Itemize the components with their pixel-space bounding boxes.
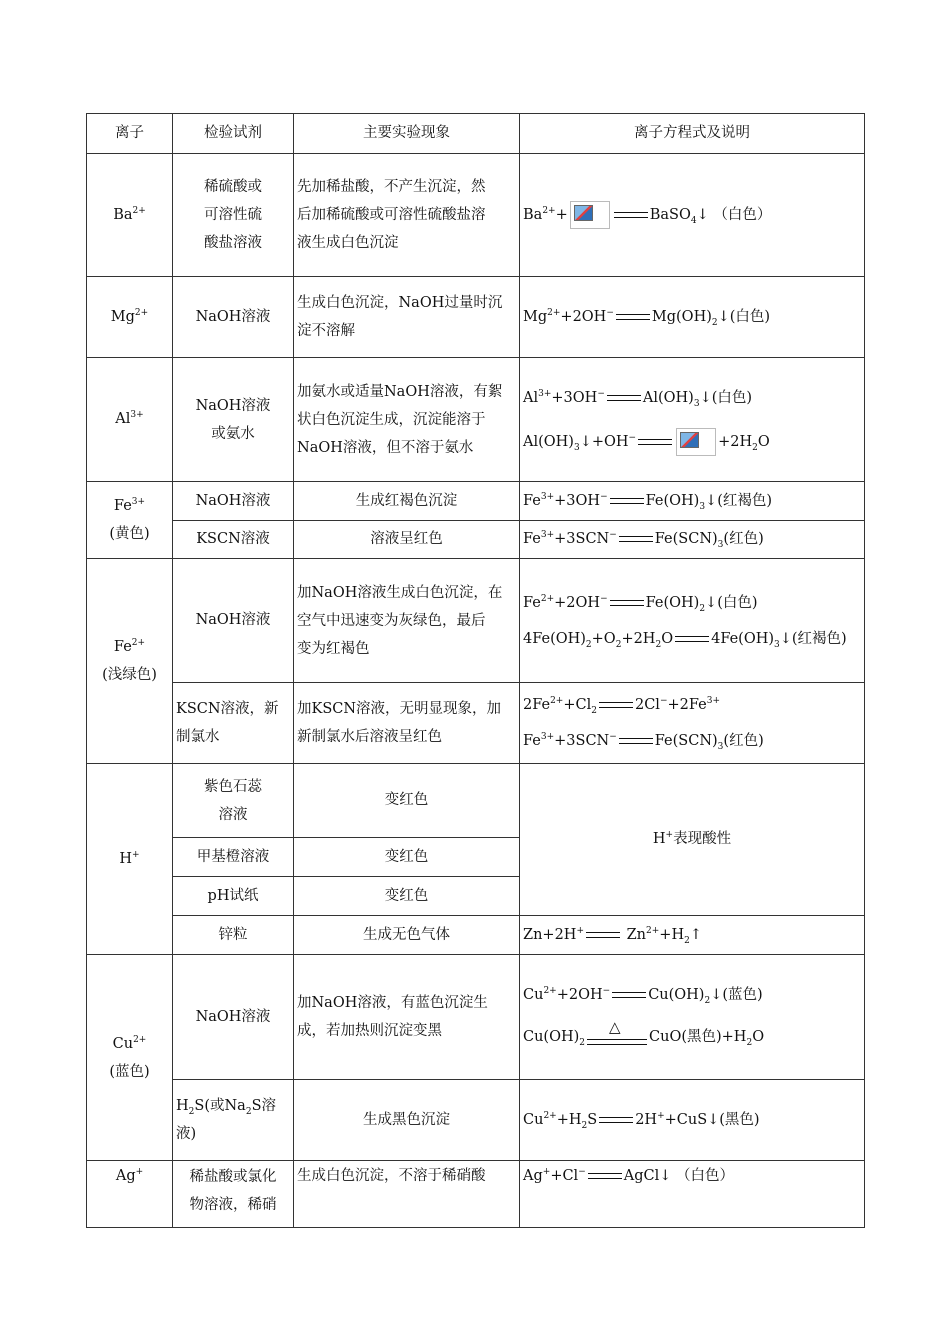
equals-sign	[638, 439, 672, 445]
table-row-cu-a	[87, 955, 865, 1080]
equals-sign	[616, 314, 650, 320]
phenomenon-h-litmus: 变红色	[294, 764, 520, 838]
phenomenon-al: 加氨水或适量NaOH溶液，有絮 状白色沉淀生成，沉淀能溶于 NaOH溶液，但不溶于氨水	[294, 358, 520, 482]
reagent-h-methyl-orange: 甲基橙溶液	[173, 838, 294, 877]
ion-test-table	[86, 113, 865, 1228]
table-row-fe3-b	[87, 521, 865, 559]
reagent-ag: 稀盐酸或氯化 物溶液，稀硝	[173, 1161, 294, 1228]
header-phenomenon: 主要实验现象	[294, 114, 520, 154]
equation-mg: $Mg^{2+}+2OH^-$ $Mg(OH)_2↓$(白色)	[520, 277, 865, 358]
reagent-ba: 稀硫酸或 可溶性硫 酸盐溶液	[173, 154, 294, 277]
table-row-mg	[87, 277, 865, 358]
table-row-ba	[87, 154, 865, 277]
equals-sign	[675, 636, 709, 642]
reagent-cu-h2s: $H_2S$(或$Na_2S$溶 液)	[173, 1080, 294, 1161]
ion-fe2: $Fe^{2+}$ (浅绿色)	[87, 559, 173, 764]
phenomenon-h-zinc: 生成无色气体	[294, 916, 520, 955]
phenomenon-cu-h2s: 生成黑色沉淀	[294, 1080, 520, 1161]
equation-fe3-naoh: $Fe^{3+}+3OH^-$ $Fe(OH)_3↓$(红褐色)	[520, 482, 865, 521]
phenomenon-fe2-naoh: 加NaOH溶液生成白色沉淀，在 空气中迅速变为灰绿色，最后 变为红褐色	[294, 559, 520, 683]
equation-h-explain: H+表现酸性	[520, 764, 865, 916]
ion-ba: $Ba^{2+}$	[87, 154, 173, 277]
header-reagent: 检验试剂	[173, 114, 294, 154]
equation-cu-h2s: $Cu^{2+}+H_2S$ 2H++CuS↓(黑色)	[520, 1080, 865, 1161]
reagent-h-zinc: 锌粒	[173, 916, 294, 955]
equals-sign	[599, 1117, 633, 1123]
phenomenon-h-methyl-orange: 变红色	[294, 838, 520, 877]
table-row-al	[87, 358, 865, 482]
equals-sign	[588, 1173, 622, 1179]
equals-sign	[619, 738, 653, 744]
reagent-h-litmus: 紫色石蕊 溶液	[173, 764, 294, 838]
equals-sign	[612, 992, 646, 998]
equation-cu-naoh: $Cu^{2+}+2OH^-$ $Cu(OH)_2↓$(蓝色) $Cu(OH)_2$ △ CuO(黑色)$+H_2O$	[520, 955, 865, 1080]
ion-al: $Al^{3+}$	[87, 358, 173, 482]
reagent-fe3-kscn: KSCN溶液	[173, 521, 294, 559]
triangle-heat-icon: △	[587, 1022, 647, 1052]
reagent-fe2-naoh: NaOH溶液	[173, 559, 294, 683]
table-row-fe3-a	[87, 482, 865, 521]
reagent-fe3-naoh: NaOH溶液	[173, 482, 294, 521]
header-ion: 离子	[87, 114, 173, 154]
ion-h: H+	[87, 764, 173, 955]
equation-fe2-kscn: $2Fe^{2+}+Cl_2$ $2Cl^-+2Fe^{3+}$ $Fe^{3+}+3SCN^-$ $Fe(SCN)_3$(红色)	[520, 683, 865, 764]
table-row-ag	[87, 1161, 865, 1228]
header-row	[87, 114, 865, 154]
equals-sign	[614, 212, 648, 218]
phenomenon-fe2-kscn: 加KSCN溶液，无明显现象，加 新制氯水后溶液呈红色	[294, 683, 520, 764]
reagent-al: NaOH溶液 或氨水	[173, 358, 294, 482]
table-row-h-a	[87, 764, 865, 838]
phenomenon-cu-naoh: 加NaOH溶液，有蓝色沉淀生 成，若加热则沉淀变黑	[294, 955, 520, 1080]
equals-sign	[599, 702, 633, 708]
reagent-h-ph-paper: pH试纸	[173, 877, 294, 916]
equals-sign	[610, 600, 644, 606]
equals-sign	[586, 932, 620, 938]
equation-fe3-kscn: $Fe^{3+}+3SCN^-$ $Fe(SCN)_3$(红色)	[520, 521, 865, 559]
header-equation: 离子方程式及说明	[520, 114, 865, 154]
equals-sign	[619, 536, 653, 542]
reagent-fe2-kscn: KSCN溶液，新 制氯水	[173, 683, 294, 764]
table-row-h-d	[87, 916, 865, 955]
equation-h-zinc: Zn+2H+ $Zn^{2+}+H_2↑$	[520, 916, 865, 955]
ion-ag: Ag+	[87, 1161, 173, 1228]
equals-sign	[607, 395, 641, 401]
ion-mg: $Mg^{2+}$	[87, 277, 173, 358]
broken-image-icon	[676, 428, 716, 456]
table-row-cu-b	[87, 1080, 865, 1161]
equals-sign	[610, 498, 644, 504]
equation-ag: Ag++Cl− AgCl↓ （白色）	[520, 1161, 865, 1228]
ion-cu: $Cu^{2+}$ (蓝色)	[87, 955, 173, 1161]
phenomenon-ba: 先加稀盐酸，不产生沉淀，然 后加稀硫酸或可溶性硫酸盐溶 液生成白色沉淀	[294, 154, 520, 277]
ion-fe3: $Fe^{3+}$ (黄色)	[87, 482, 173, 559]
reagent-mg: NaOH溶液	[173, 277, 294, 358]
equation-fe2-naoh: $Fe^{2+}+2OH^-$ $Fe(OH)_2↓$(白色) $4Fe(OH)_2+O_2+2H_2O$ $4Fe(OH)_3↓$(红褐色)	[520, 559, 865, 683]
phenomenon-ag: 生成白色沉淀，不溶于稀硝酸	[294, 1161, 520, 1228]
phenomenon-mg: 生成白色沉淀，NaOH过量时沉 淀不溶解	[294, 277, 520, 358]
table-row-fe2-a	[87, 559, 865, 683]
table-row-fe2-b	[87, 683, 865, 764]
equation-al: $Al^{3+}+3OH^-$ $Al(OH)_3↓$(白色) $Al(OH)_3↓+OH^-$ $+2H_2O$	[520, 358, 865, 482]
equation-ba: $Ba^{2+}+$ BaSO$_4$↓ （白色）	[520, 154, 865, 277]
phenomenon-fe3-kscn: 溶液呈红色	[294, 521, 520, 559]
broken-image-icon	[570, 201, 610, 229]
phenomenon-fe3-naoh: 生成红褐色沉淀	[294, 482, 520, 521]
phenomenon-h-ph-paper: 变红色	[294, 877, 520, 916]
reagent-cu-naoh: NaOH溶液	[173, 955, 294, 1080]
